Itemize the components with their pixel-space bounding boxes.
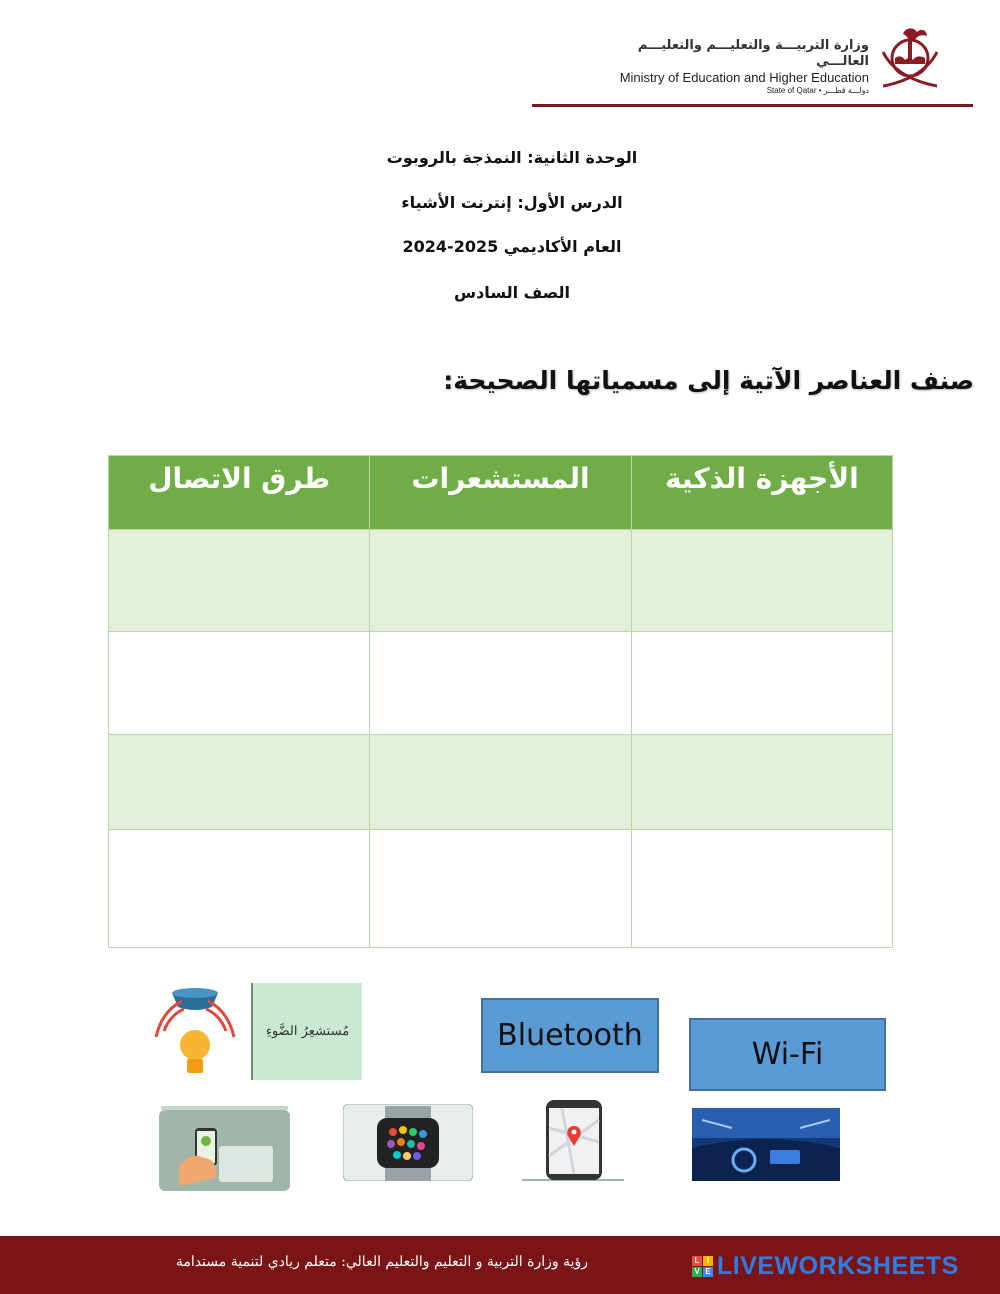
header-connection-methods: طرق الاتصال [109,456,370,530]
drop-cell-smart-devices-1[interactable] [631,530,892,632]
instruction-heading: صنف العناصر الآتية إلى مسمياتها الصحيحة: [443,366,974,395]
light-sensor-card[interactable] [251,983,362,1080]
smartwatch-image[interactable] [343,1104,473,1181]
light-sensor-icon [150,985,242,1081]
brand-mark-l: L [692,1256,702,1266]
drop-cell-sensors-3[interactable] [370,735,631,830]
smart-scale-phone-icon [159,1106,290,1191]
liveworksheets-wordmark: LIVEWORKSHEETS [717,1251,959,1280]
liveworksheets-brand [692,1253,959,1279]
drop-cell-connection-2[interactable] [109,632,370,735]
liveworksheets-logo-icon [692,1256,713,1277]
bluetooth-label-text: Bluetooth [497,1018,643,1053]
ministry-vision-text: رؤية وزارة التربية و التعليم والتعليم العالي: متعلم ريادي لتنمية مستدامة [175,1254,588,1270]
drop-cell-smart-devices-2[interactable] [631,632,892,735]
drop-cell-connection-1[interactable] [109,530,370,632]
brand-mark-v: V [692,1267,702,1277]
drop-cell-sensors-1[interactable] [370,530,631,632]
state-of-qatar-label: State of Qatar • دولـــة قطـــر [766,86,869,95]
drop-cell-sensors-4[interactable] [370,830,631,948]
qatar-emblem-icon [875,22,945,90]
brand-mark-i: I [703,1256,713,1266]
light-sensor-image[interactable] [150,985,242,1081]
unit-title: الوحدة الثانية: النمذجة بالروبوت [386,148,638,167]
header-sensors: المستشعرات [370,456,631,530]
ministry-name-english: Ministry of Education and Higher Education [619,70,869,85]
phone-map-icon [522,1098,624,1181]
lesson-title: الدرس الأول: إنترنت الأشياء [401,193,623,212]
grade-label: الصف السادس [454,283,570,302]
drop-cell-sensors-2[interactable] [370,632,631,735]
ministry-logo [600,22,945,95]
bluetooth-label[interactable] [481,998,659,1073]
drop-cell-connection-4[interactable] [109,830,370,948]
ministry-name-arabic: وزارة التربيـــة والتعليـــم والتعليـــم العالـــي [637,38,869,69]
smartwatch-icon [343,1104,473,1181]
footer-bar [0,1236,1000,1294]
wifi-label-text: Wi-Fi [751,1037,824,1072]
header-divider [532,104,973,107]
smart-car-image[interactable] [692,1108,840,1181]
drop-cell-smart-devices-3[interactable] [631,735,892,830]
drop-cell-connection-3[interactable] [109,735,370,830]
light-sensor-card-label: مُستشعِرُ الضَّوءِ [265,1024,350,1039]
phone-gps-image[interactable] [522,1098,624,1181]
brand-mark-e: E [703,1267,713,1277]
car-dashboard-icon [692,1108,840,1181]
academic-year: العام الأكاديمي 2025-2024 [402,237,622,256]
header-smart-devices: الأجهزة الذكية [631,456,892,530]
smart-scale-image[interactable] [159,1106,290,1191]
classification-table [108,455,893,948]
wifi-label[interactable] [689,1018,886,1091]
drop-cell-smart-devices-4[interactable] [631,830,892,948]
